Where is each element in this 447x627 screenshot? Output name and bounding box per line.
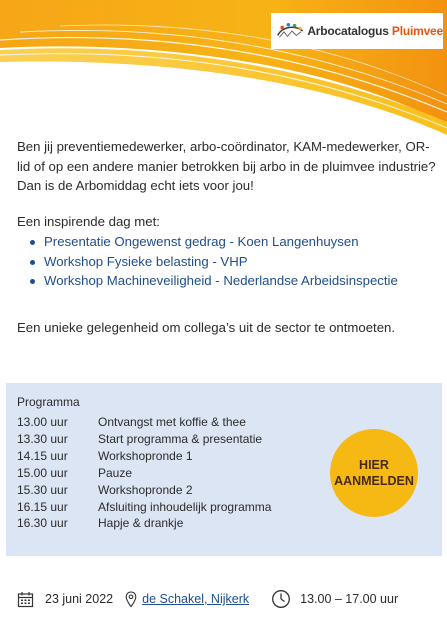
- schedule-row: [17, 465, 271, 482]
- schedule-row: [17, 448, 271, 465]
- schedule-time: 15.00 uur: [17, 465, 68, 480]
- schedule-time: 13.30 uur: [17, 431, 68, 446]
- logo-text: Arbocatalogus Pluimvee: [307, 24, 443, 38]
- logo: [271, 13, 443, 49]
- schedule-activity: Hapje & drankje: [98, 516, 184, 531]
- list-item: Workshop Machineveiligheid - Nederlandse Arbeidsinspectie: [30, 271, 398, 291]
- schedule-time: 15.30 uur: [17, 482, 68, 497]
- schedule-time: 13.00 uur: [17, 415, 68, 429]
- closing-text: Een unieke gelegenheid om collega’s uit de sector te ontmoeten.: [17, 320, 396, 335]
- register-button-line2: AANMELDEN: [334, 474, 414, 488]
- schedule-time: 14.15 uur: [17, 448, 68, 463]
- list-item: Workshop Fysieke belasting - VHP: [30, 252, 398, 272]
- calendar-icon: [17, 591, 34, 608]
- people-network-logo-icon: [275, 20, 305, 42]
- clock-icon: [271, 589, 291, 609]
- intro-text: Ben jij preventiemedewerker, arbo-coördinator, KAM-medewerker, OR-lid of op een andere manier betrokken bij arbo in de pluimvee industrie? Dan is de Arbomiddag echt iets voor jou!: [17, 139, 436, 193]
- event-hours: 13.00 – 17.00 uur: [300, 592, 399, 606]
- schedule-activity: Pauze: [98, 465, 133, 480]
- register-button-line1: HIER: [359, 458, 389, 472]
- schedule-time: 16.30 uur: [17, 516, 68, 531]
- list-item: Presentatie Ongewenst gedrag - Koen Langenhuysen: [30, 232, 398, 252]
- schedule-row: [17, 431, 271, 448]
- program-title: Programma: [17, 395, 80, 409]
- event-date: 23 juni 2022: [45, 592, 114, 606]
- schedule-row: [17, 414, 271, 431]
- schedule-activity: Workshopronde 2: [98, 482, 193, 497]
- event-details-footer: [17, 588, 437, 610]
- map-pin-icon: [125, 591, 137, 608]
- schedule-row: [17, 499, 271, 516]
- program-intro-list: [30, 232, 398, 291]
- schedule-time: 16.15 uur: [17, 499, 68, 514]
- program-schedule: [17, 414, 271, 532]
- schedule-activity: Start programma & presentatie: [98, 431, 263, 446]
- schedule-activity: Afsluiting inhoudelijk programma: [98, 499, 272, 514]
- schedule-activity: Ontvangst met koffie & thee: [98, 415, 246, 429]
- program-panel: [6, 383, 442, 556]
- register-button[interactable]: [330, 429, 418, 517]
- schedule-row: [17, 515, 271, 532]
- schedule-activity: Workshopronde 1: [98, 448, 193, 463]
- event-location-link[interactable]: de Schakel, Nijkerk: [142, 592, 250, 606]
- schedule-row: [17, 482, 271, 499]
- program-intro-heading: Een inspirende dag met:: [17, 214, 160, 229]
